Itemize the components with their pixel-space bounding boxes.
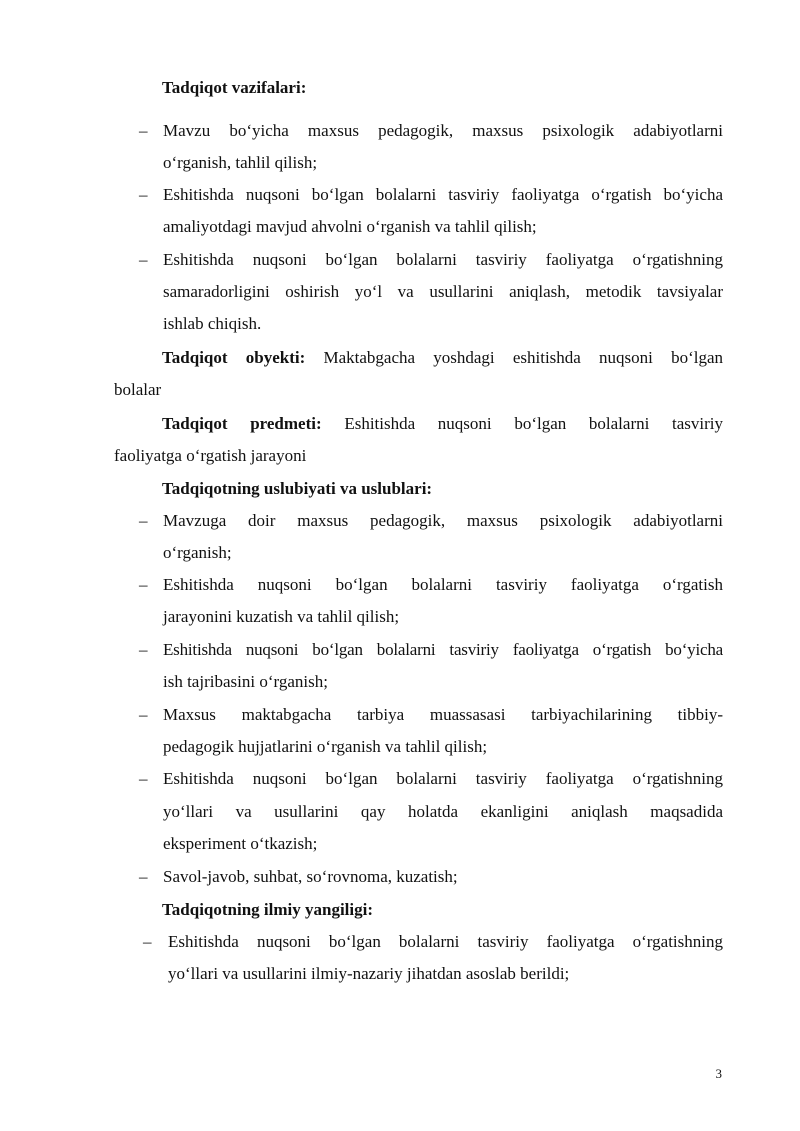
section-heading-uslub: Tadqiqotning uslubiyati va uslublari:: [162, 479, 433, 498]
list-dash: –: [139, 250, 148, 269]
paragraph-predmet: [162, 413, 723, 435]
obyekt-text: Maktabgacha yoshdagi eshitishda nuqsoni bo‘lgan: [323, 348, 724, 367]
list-item-line: ishlab chiqish.: [163, 314, 262, 333]
predmet-text: Eshitishda nuqsoni bo‘lgan bolalarni tasviriy: [344, 414, 723, 433]
list-item-line: Eshitishda nuqsoni bo‘lgan bolalarni tasviriy faoliyatga o‘rgatishning: [163, 769, 723, 788]
list-item-line: Eshitishda nuqsoni bo‘lgan bolalarni tasviriy faoliyatga o‘rgatishning: [163, 250, 723, 269]
list-item-line: o‘rganish;: [163, 543, 232, 562]
list-dash: –: [139, 575, 148, 594]
list-item-line: yo‘llari va usullarini qay holatda ekanligini aniqlash maqsadida: [163, 802, 723, 821]
paragraph-obyekt: [162, 347, 723, 369]
list-item-line: Mavzuga doir maxsus pedagogik, maxsus psixologik adabiyotlarni: [163, 511, 723, 530]
obyekt-label: Tadqiqot obyekti:: [162, 348, 306, 367]
list-item-line: Eshitishda nuqsoni bo‘lgan bolalarni tasviriy faoliyatga o‘rgatish bo‘yicha: [163, 640, 723, 659]
list-item-line: amaliyotdagi mavjud ahvolni o‘rganish va tahlil qilish;: [163, 217, 537, 236]
list-item-line: o‘rganish, tahlil qilish;: [163, 153, 318, 172]
list-dash: –: [139, 769, 148, 788]
list-item-line: Maxsus maktabgacha tarbiya muassasasi tarbiyachilarining tibbiy-: [163, 705, 723, 724]
list-item-line: Eshitishda nuqsoni bo‘lgan bolalarni tasviriy faoliyatga o‘rgatish: [163, 575, 723, 594]
list-item-line: samaradorligini oshirish yo‘l va usullarini aniqlash, metodik tavsiyalar: [163, 282, 723, 301]
list-item-line: yo‘llari va usullarini ilmiy-nazariy jihatdan asoslab berildi;: [168, 964, 570, 983]
list-item-line: ish tajribasini o‘rganish;: [163, 672, 328, 691]
list-item-line: Eshitishda nuqsoni bo‘lgan bolalarni tasviriy faoliyatga o‘rgatishning: [168, 932, 723, 951]
list-item-line: Mavzu bo‘yicha maxsus pedagogik, maxsus psixologik adabiyotlarni: [163, 121, 723, 140]
paragraph-predmet-continuation: faoliyatga o‘rgatish jarayoni: [114, 446, 307, 465]
list-dash: –: [139, 705, 148, 724]
list-dash: –: [139, 121, 148, 140]
predmet-label: Tadqiqot predmeti:: [162, 414, 322, 433]
list-dash: –: [139, 867, 148, 886]
list-dash: –: [143, 932, 152, 951]
section-heading-vazifalari: Tadqiqot vazifalari:: [162, 78, 307, 97]
list-item-line: jarayonini kuzatish va tahlil qilish;: [163, 607, 400, 626]
page-number: 3: [715, 1066, 722, 1081]
paragraph-obyekt-continuation: bolalar: [114, 380, 162, 399]
list-item-line: Eshitishda nuqsoni bo‘lgan bolalarni tasviriy faoliyatga o‘rgatish bo‘yicha: [163, 185, 723, 204]
list-item-line: pedagogik hujjatlarini o‘rganish va tahlil qilish;: [163, 737, 488, 756]
list-dash: –: [139, 185, 148, 204]
section-heading-yangilik: Tadqiqotning ilmiy yangiligi:: [162, 900, 373, 919]
list-dash: –: [139, 640, 148, 659]
list-dash: –: [139, 511, 148, 530]
list-item-line: eksperiment o‘tkazish;: [163, 834, 318, 853]
list-item-line: Savol-javob, suhbat, so‘rovnoma, kuzatish;: [163, 867, 458, 886]
